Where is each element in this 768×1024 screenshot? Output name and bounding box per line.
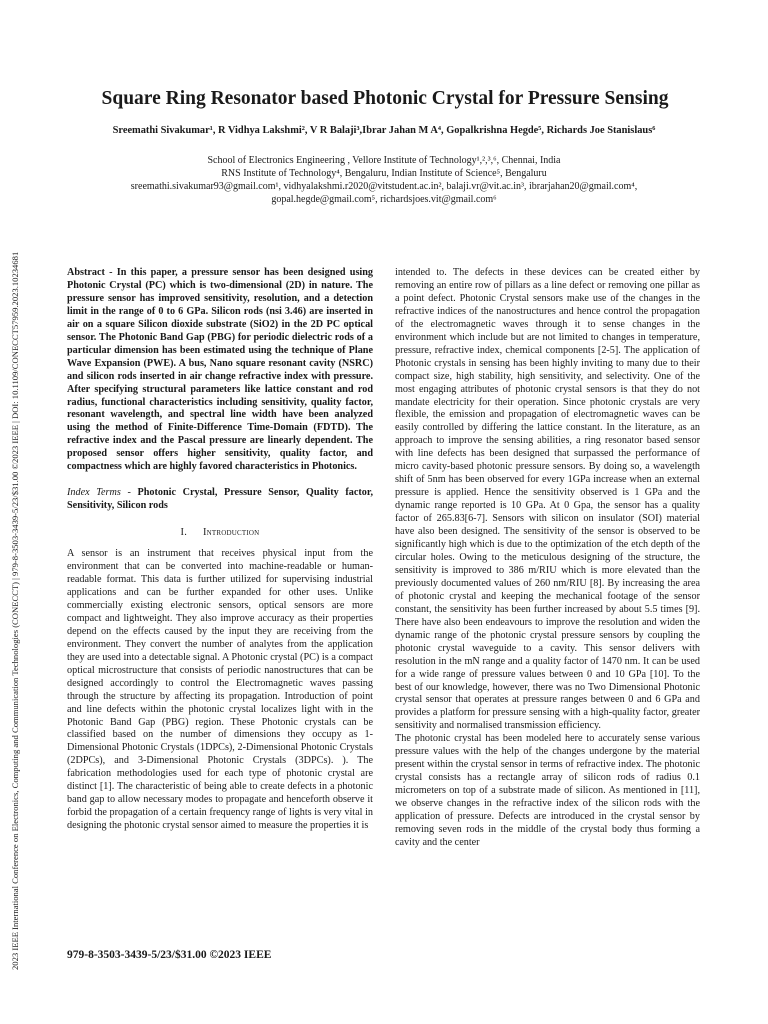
index-terms-lead: Index Terms - — [67, 487, 131, 499]
paper-title: Square Ring Resonator based Photonic Crystal for Pressure Sensing — [101, 88, 669, 109]
abstract — [67, 267, 373, 474]
affiliation-line: RNS Institute of Technology⁴, Bengaluru, Indian Institute of Science⁵, Bengaluru — [221, 168, 547, 179]
body-paragraph: intended to. The defects in these devices can be created either by removing an entire row of pillars as a line defect or removing one pillar as a point defect. Photonic Crystal sensors make use of the changes in the refractive indices of the nanostructures and hence control the propagation of the electromagnetic waves through it to sense changes in the environment which include but are not limited to changes in temperature, pressure, refractive index, chemical components [2-5]. The application of Photonic crystals in sensing has been highly inviting to many due to their compact size, high stability, high sensitivity, and selectivity. One of the most engaging attributes of photonic crystal sensors is that they do not mandate electricity for their operation. Since photonic crystals are very flexible, the emission and propagation of electromagnetic waves can be easily controlled by differing the lattice constant. In the literature, as an approach to improve the sensing abilities, a ring resonator based sensor with line defects has been designed that surpassed the performance of micro cavity-based photonic pressure sensors. By doing so, a wavelength shift of 5nm has been observed for every 1GPa increase when an external pressure is applied. Hence the sensitivity observed is 1 GPa and the dynamic range reported is 10 GPa. At 0 Gpa, the sensor has a quality factor of 265.83[6-7]. Sensors with silicon on insulator (SOI) material have also been designed. The sensitivity of the sensor is observed to be significantly high which is due to the optimization of the etch depth of the circular holes. Owing to the meticulous designing of the structure, the sensitivity is improved to 386 m/RIU which is more elevated than the previously documented values of 260 nm/RIU [8]. By increasing the area of photonic crystal and keeping the mechanical footage of the sensor constant, the sensitivity has been further increased by about 5.5 times [9]. There have also been endeavours to improve the resolution and widen the dynamic range of the photonic crystal pressure sensors by coupling the photonic crystal waveguide to a cavity. This sensor delivers with resolution in the mN range and a quality factor of 1470 nm. It can be used for a wide range of pressure values between 0 and 10 GPa [10]. To the best of our knowledge, however, there was no Two Dimensional Photonic crystal sensor that operates at pressure ranges between 0 and 6 GPa and provides a platform for pressure sensing with a high-quality factor, greater sensitivity and normalised transmission efficiency. — [395, 267, 700, 732]
section-number: I. — [180, 527, 188, 539]
body-paragraph: A sensor is an instrument that receives physical input from the environment that can be converted into machine-readable or human-readable format. This data is further utilized for supervising industrial applications and can be further expanded for other uses. Unlike commercially existing electronic sensors, optical sensors are more compact and lightweight. They also improve accuracy as their properties depend on the effects caused by the input they are receiving from the environment. They convert the number of analytes from the application they are used into a detectable signal. A Photonic crystal (PC) is a compact optical microstructure that consists of periodic nanostructures that can be designed accordingly to control the Electromagnetic waves passing through the structure by affecting its propagation. Introduction of point and line defects within the photonic crystal localizes light with in the Photonic Band Gap (PBG) region. These Photonic crystals can be classified based on the number of dimensions they occupy as 1-Dimensional Photonic Crystals (1DPCs), 2-Dimensional Photonic Crystals (2DPCs), and 3-Dimensional Photonic Crystals (3DPCs). ). The fabrication methodologies used for each type of photonic crystal are distinct [1]. The characteristic of being able to create defects in a photonic band gap to allow necessary modes to propagate and henceforth observe it forbid the propagation of a certain frequency range of lights is very vital in designing the photonic crystal sensor aimed to measure the properties it is — [67, 548, 373, 832]
abstract-text: In this paper, a pressure sensor has been designed using Photonic Crystal (PC) which is two-dimensional (2D) in nature. The pressure sensor has improved sensitivity, resolution, and a detection limit in the range of 0 to 6 GPa. Silicon rods (nsi 3.46) are inserted in air on a square Silicon dioxide substrate (SiO2) in the 2D PC optical sensor. The Photonic Band Gap (PBG) for periodic dielectric rods of a particular dimension has been estimated using the technique of Plane Wave Expansion (PWE). A bus, Nano square resonant cavity (NSRC) and silicon rods inserted in air change refractive index with pressure. After specifying structural parameters like lattice constant and rod radius, functional characteristics including sensitivity, quality factor, resonant wavelength, and spectral line width have been analyzed using the method of Finite-Difference Time-Domain (FDTD). The refractive index and the Pascal pressure are linearly dependent. The proposed sensor offers higher sensitivity, quality factor, and compactness which are highly favored characteristics in Photonics. — [67, 267, 374, 473]
conference-doi-strip: 2023 IEEE International Conference on Electronics, Computing and Communication Technologies (CONECCT) | 979-8-3503-3439-5/23/$31.00 ©2023 IEEE | DOI: 10.1109/CONECCT57959.2023.10234681 — [10, 251, 20, 970]
affiliations-block — [36, 154, 732, 206]
body-paragraph: The photonic crystal has been modeled here to accurately sense various pressure values with the help of the changes undergone by the material present within the crystal sensor in terms of refractive index. The photonic crystal consists has a rectangle array of silicon rods of radius 0.1 micrometers on top of a substrate made of silicon. As mentioned in [11], we observe changes in the refractive index of the silicon rods with the application of pressure. Defects are introduced in the crystal sensor by removing seven rods in the middle of the crystal body thus forming a cavity and the center — [395, 733, 700, 848]
right-column — [395, 267, 700, 850]
section-heading — [67, 527, 373, 540]
affiliation-email-line: sreemathi.sivakumar93@gmail.com¹, vidhyalakshmi.r2020@vitstudent.ac.in², balaji.vr@vit.ac.in³, ibrarjahan20@gmail.com⁴, — [130, 181, 638, 192]
abstract-lead: Abstract - — [67, 267, 113, 278]
section-title: Introduction — [203, 527, 260, 539]
copyright-footer: 979-8-3503-3439-5/23/$31.00 ©2023 IEEE — [67, 949, 272, 961]
affiliation-email-line: gopal.hegde@gmail.com⁵, richardsjoes.vit@gmail.com⁶ — [271, 194, 497, 205]
author-list: Sreemathi Sivakumar¹, R Vidhya Lakshmi², V R Balaji³,Ibrar Jahan M A⁴, Gopalkrishna Hegde⁵, Richards Joe Stanislaus⁶ — [112, 125, 656, 136]
left-column — [67, 267, 373, 833]
index-terms-text: Photonic Crystal, Pressure Sensor, Quality factor, Sensitivity, Silicon rods — [67, 487, 374, 512]
affiliation-line: School of Electronics Engineering , Vellore Institute of Technology¹,²,³,⁶, Chennai, India — [207, 155, 561, 166]
index-terms — [67, 487, 373, 513]
